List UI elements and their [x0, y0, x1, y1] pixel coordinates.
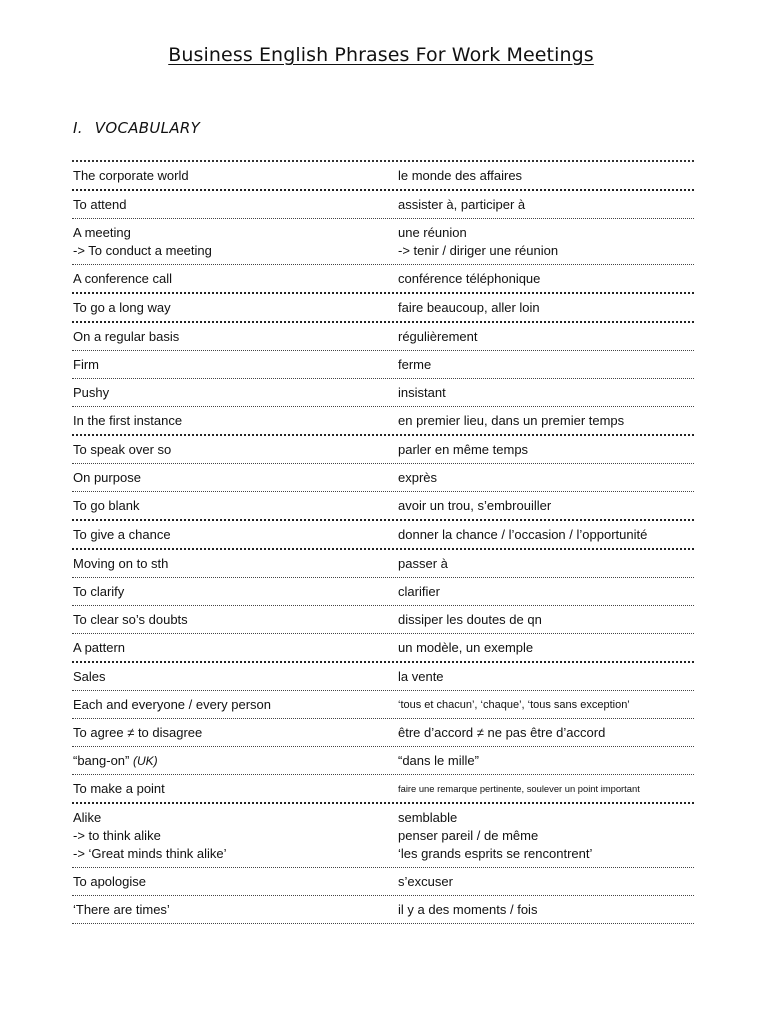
english-term-line: In the first instance	[73, 413, 183, 428]
french-translation-line: insistant	[398, 385, 446, 400]
english-term-line: Each and everyone / every person	[73, 697, 272, 712]
table-row	[72, 351, 694, 379]
english-term	[72, 497, 398, 515]
english-term-text: “bang-on”	[73, 753, 130, 768]
english-term	[72, 780, 398, 798]
table-row	[72, 663, 694, 691]
french-translation-line: parler en même temps	[398, 442, 529, 457]
table-row	[72, 550, 694, 578]
english-term-line: Firm	[73, 357, 99, 372]
french-translation-line: ferme	[398, 357, 432, 372]
table-row	[72, 436, 694, 464]
english-term-line: To go a long way	[73, 300, 171, 315]
english-term-line: A pattern	[73, 640, 126, 655]
french-translation-line: en premier lieu, dans un premier temps	[398, 413, 625, 428]
french-translation	[398, 497, 694, 515]
section-number: I.	[73, 119, 83, 137]
french-translation-line: ‘tous et chacun’, ‘chaque’, ‘tous sans exception’	[398, 699, 630, 711]
french-translation-line: donner la chance / l’occasion / l’opportunité	[398, 527, 648, 542]
english-term-line: On a regular basis	[73, 329, 180, 344]
french-translation	[398, 780, 694, 798]
french-translation	[398, 412, 694, 430]
table-row	[72, 379, 694, 407]
french-translation	[398, 873, 694, 891]
table-row	[72, 464, 694, 492]
english-term-line: To go blank	[73, 498, 140, 513]
french-translation-line: conférence téléphonique	[398, 271, 541, 286]
english-term-line: The corporate world	[73, 168, 189, 183]
section-heading	[73, 119, 200, 137]
english-term-line: -> to think alike	[73, 828, 161, 843]
french-translation-line: s’excuser	[398, 874, 453, 889]
table-row	[72, 323, 694, 351]
french-translation-line: “dans le mille”	[398, 753, 479, 768]
french-translation	[398, 611, 694, 629]
french-translation-line: assister à, participer à	[398, 197, 526, 212]
french-translation-line: avoir un trou, s’embrouiller	[398, 498, 552, 513]
english-term-line: -> To conduct a meeting	[73, 243, 212, 258]
table-row	[72, 634, 694, 663]
french-translation	[398, 469, 694, 487]
table-row	[72, 407, 694, 436]
english-term	[72, 696, 398, 714]
french-translation	[398, 196, 694, 214]
english-term-line: ‘There are times’	[73, 902, 170, 917]
english-term	[72, 299, 398, 317]
french-translation-line: une réunion	[398, 225, 467, 240]
english-term	[72, 873, 398, 891]
french-translation	[398, 901, 694, 919]
french-translation	[398, 639, 694, 657]
table-row	[72, 294, 694, 323]
english-term-line: Sales	[73, 669, 106, 684]
english-term	[72, 384, 398, 402]
french-translation	[398, 384, 694, 402]
vocabulary-table	[72, 160, 694, 924]
english-term-line: To clear so’s doubts	[73, 612, 188, 627]
english-term	[72, 469, 398, 487]
english-term	[72, 270, 398, 288]
table-row	[72, 191, 694, 219]
french-translation-line: dissiper les doutes de qn	[398, 612, 542, 627]
french-translation-line: un modèle, un exemple	[398, 640, 534, 655]
french-translation-line: régulièrement	[398, 329, 478, 344]
french-translation	[398, 356, 694, 374]
french-translation-line: faire beaucoup, aller loin	[398, 300, 540, 315]
english-term	[72, 328, 398, 346]
french-translation	[398, 724, 694, 742]
english-term	[72, 611, 398, 629]
table-row	[72, 492, 694, 521]
page-title: Business English Phrases For Work Meetings	[168, 44, 594, 66]
french-translation	[398, 441, 694, 459]
english-term-line: To apologise	[73, 874, 146, 889]
english-term-line: Alike	[73, 810, 102, 825]
table-row	[72, 606, 694, 634]
table-row	[72, 521, 694, 550]
english-term-line: To agree ≠ to disagree	[73, 725, 203, 740]
english-term	[72, 526, 398, 544]
english-term-line: A conference call	[73, 271, 173, 286]
section-label: VOCABULARY	[94, 119, 201, 137]
english-term	[72, 901, 398, 919]
english-term	[72, 224, 398, 260]
table-row	[72, 219, 694, 265]
french-translation	[398, 328, 694, 346]
english-term-line: Moving on to sth	[73, 556, 169, 571]
french-translation	[398, 696, 694, 714]
english-term-line: To clarify	[73, 584, 125, 599]
french-translation-line: -> tenir / diriger une réunion	[398, 243, 559, 258]
french-translation-line: passer à	[398, 556, 448, 571]
english-term	[72, 724, 398, 742]
french-translation-line: clarifier	[398, 584, 440, 599]
english-term-line: To make a point	[73, 781, 165, 796]
table-row	[72, 578, 694, 606]
english-term-line: Pushy	[73, 385, 110, 400]
table-row	[72, 747, 694, 775]
english-term-line: To give a chance	[73, 527, 171, 542]
french-translation-line: faire une remarque pertinente, soulever un point important	[398, 783, 640, 794]
english-term-line: On purpose	[73, 470, 141, 485]
french-translation	[398, 555, 694, 573]
english-term	[72, 196, 398, 214]
table-row	[72, 804, 694, 868]
french-translation-line: ‘les grands esprits se rencontrent’	[398, 846, 593, 861]
usage-note: (UK)	[133, 754, 158, 768]
english-term-line: To speak over so	[73, 442, 172, 457]
english-term	[72, 809, 398, 863]
french-translation	[398, 752, 694, 770]
french-translation	[398, 299, 694, 317]
french-translation	[398, 809, 694, 863]
french-translation-line: semblable	[398, 810, 458, 825]
french-translation-line: le monde des affaires	[398, 168, 523, 183]
table-row	[72, 868, 694, 896]
table-row	[72, 719, 694, 747]
english-term	[72, 583, 398, 601]
french-translation	[398, 224, 694, 260]
english-term	[72, 412, 398, 430]
english-term	[72, 356, 398, 374]
english-term	[72, 555, 398, 573]
table-row	[72, 162, 694, 191]
table-row	[72, 775, 694, 804]
english-term	[72, 639, 398, 657]
table-row	[72, 896, 694, 924]
table-row	[72, 265, 694, 294]
english-term-line	[73, 752, 398, 770]
french-translation-line: exprès	[398, 470, 438, 485]
english-term	[72, 167, 398, 185]
english-term	[72, 752, 398, 770]
english-term	[72, 668, 398, 686]
english-term-line: To attend	[73, 197, 127, 212]
french-translation-line: la vente	[398, 669, 444, 684]
french-translation-line: être d’accord ≠ ne pas être d’accord	[398, 725, 606, 740]
table-row	[72, 691, 694, 719]
french-translation	[398, 167, 694, 185]
french-translation	[398, 270, 694, 288]
english-term-line: A meeting	[73, 225, 131, 240]
english-term-line: -> ‘Great minds think alike’	[73, 846, 227, 861]
english-term	[72, 441, 398, 459]
french-translation	[398, 526, 694, 544]
french-translation-line: il y a des moments / fois	[398, 902, 538, 917]
french-translation	[398, 668, 694, 686]
french-translation-line: penser pareil / de même	[398, 828, 539, 843]
french-translation	[398, 583, 694, 601]
